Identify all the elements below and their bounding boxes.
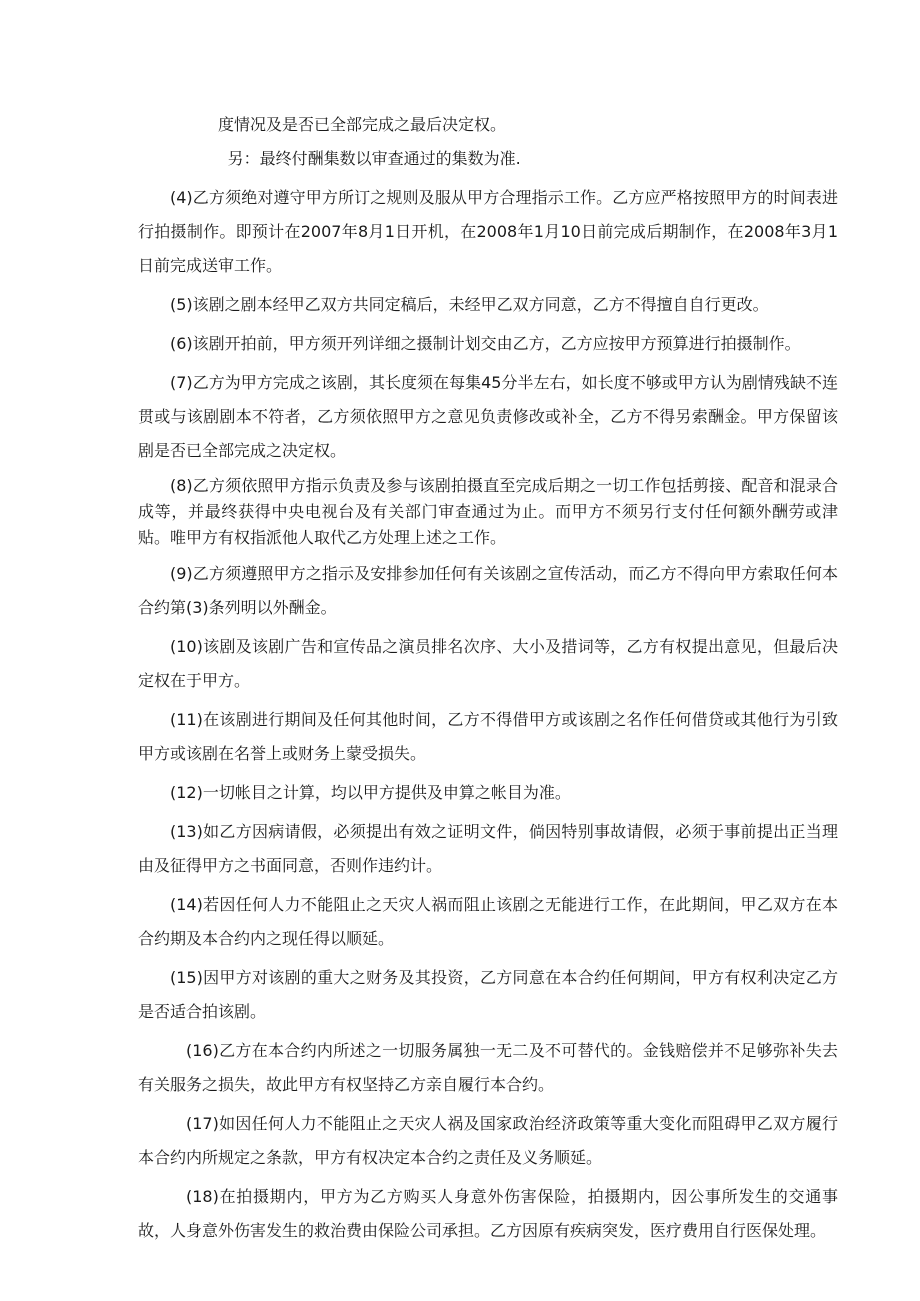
clause-16: (16)乙方在本合约内所述之一切服务属独一无二及不可替代的。金钱赔偿并不足够弥补失去有关服务之损失，故此甲方有权坚持乙方亲自履行本合约。 — [138, 1041, 838, 1094]
clause-6: (6)该剧开拍前，甲方须开列详细之摄制计划交由乙方，乙方应按甲方预算进行拍摄制作。 — [170, 334, 801, 353]
clause-9: (9)乙方须遵照甲方之指示及安排参加任何有关该剧之宣传活动，而乙方不得向甲方索取任何本合约第(3)条列明以外酬金。 — [138, 564, 838, 617]
document-body — [138, 108, 838, 1253]
clause-13: (13)如乙方因病请假，必须提出有效之证明文件，倘因特别事故请假，必须于事前提出正当理由及征得甲方之书面同意，否则作违约计。 — [138, 822, 838, 875]
clause-17: (17)如因任何人力不能阻止之天灾人祸及国家政治经济政策等重大变化而阻碍甲乙双方履行本合约内所规定之条款，甲方有权决定本合约之责任及义务顺延。 — [138, 1114, 838, 1167]
clause-12: (12)一切帐目之计算，均以甲方提供及申算之帐目为准。 — [170, 783, 571, 802]
clause-10: (10)该剧及该剧广告和宣传品之演员排名次序、大小及措词等，乙方有权提出意见，但最后决定权在于甲方。 — [138, 637, 838, 690]
clause-8: (8)乙方须依照甲方指示负责及参与该剧拍摄直至完成后期之一切工作包括剪接、配音和混录合成等，并最终获得中央电视台及有关部门审查通过为止。而甲方不须另行支付任何额外酬劳或津贴。唯甲方有权指派他人取代乙方处理上述之工作。 — [138, 476, 838, 547]
paragraph-continuation: 度情况及是否已全部完成之最后决定权。 — [218, 115, 507, 134]
clause-15: (15)因甲方对该剧的重大之财务及其投资，乙方同意在本合约任何期间，甲方有权利决定乙方是否适合拍该剧。 — [138, 968, 838, 1021]
clause-7: (7)乙方为甲方完成之该剧，其长度须在每集45分半左右，如长度不够或甲方认为剧情残缺不连贯或与该剧剧本不符者，乙方须依照甲方之意见负责修改或补全，乙方不得另索酬金。甲方保留该剧是否已全部完成之决定权。 — [138, 373, 838, 460]
clause-5: (5)该剧之剧本经甲乙双方共同定稿后，未经甲乙双方同意，乙方不得擅自自行更改。 — [170, 295, 769, 314]
clause-18: (18)在拍摄期内，甲方为乙方购买人身意外伤害保险，拍摄期内，因公事所发生的交通事故，人身意外伤害发生的救治费由保险公司承担。乙方因原有疾病突发，医疗费用自行医保处理。 — [138, 1187, 838, 1240]
clause-14: (14)若因任何人力不能阻止之天灾人祸而阻止该剧之无能进行工作，在此期间，甲乙双方在本合约期及本合约内之现任得以顺延。 — [138, 895, 838, 948]
clause-4: (4)乙方须绝对遵守甲方所订之规则及服从甲方合理指示工作。乙方应严格按照甲方的时间表进行拍摄制作。即预计在2007年8月1日开机，在2008年1月10日前完成后期制作，在2008年3月1日前完成送审工作。 — [138, 188, 838, 275]
clause-11: (11)在该剧进行期间及任何其他时间，乙方不得借甲方或该剧之名作任何借贷或其他行为引致甲方或该剧在名誉上或财务上蒙受损失。 — [138, 710, 838, 763]
paragraph-note: 另：最终付酬集数以审查通过的集数为准. — [227, 149, 521, 168]
